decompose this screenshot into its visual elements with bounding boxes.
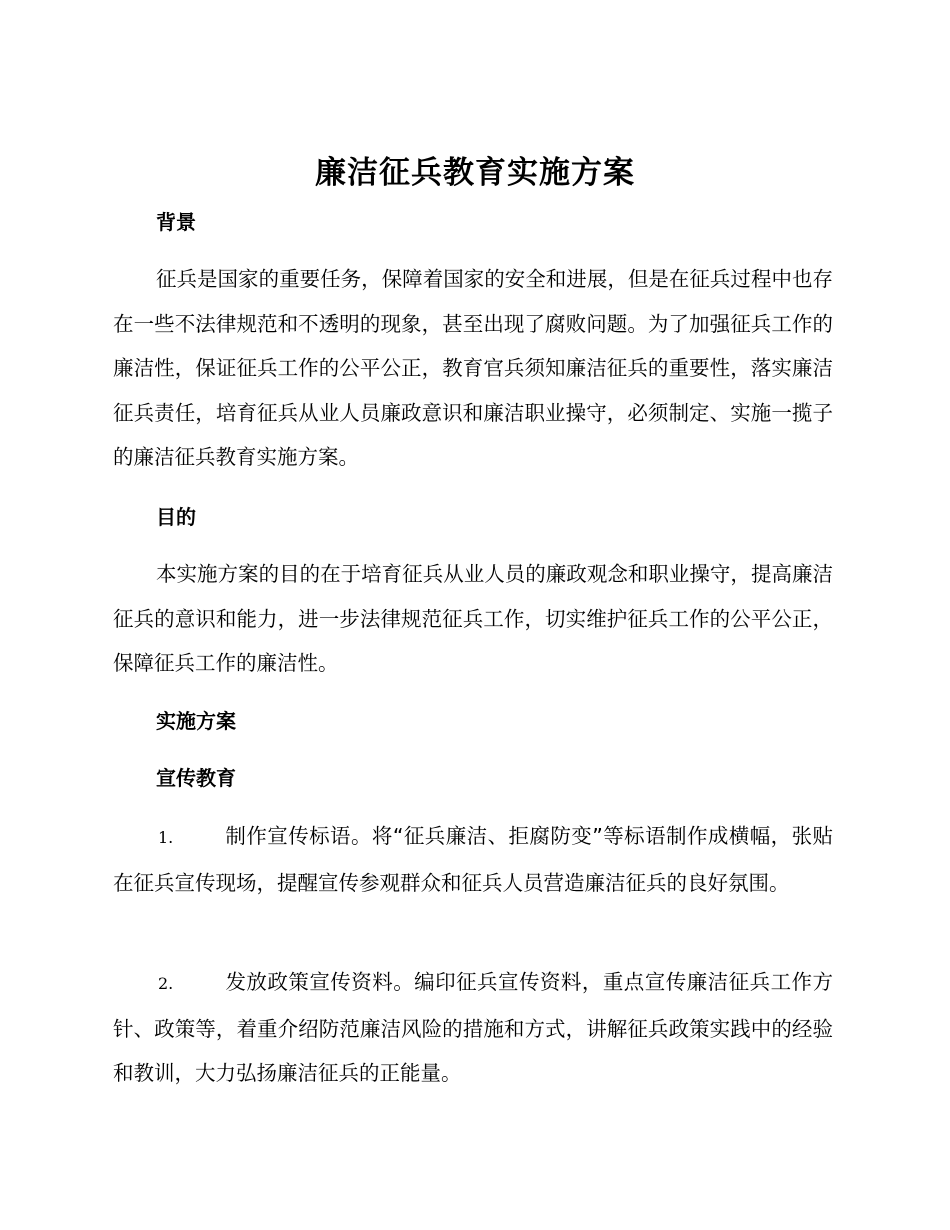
list-item-text: 制作宣传标语。将“征兵廉洁、拒腐防变”等标语制作成横幅，张贴在征兵宣传现场，提醒宣传参观群众和征兵人员营造廉洁征兵的良好氛围。 (113, 824, 833, 895)
list-item-number: 1. (158, 828, 174, 847)
section-heading-publicity: 宣传教育 (156, 766, 236, 790)
list-item (113, 960, 833, 1096)
list-item-number: 2. (158, 974, 174, 993)
list-item (113, 814, 833, 905)
list-item-text: 发放政策宣传资料。编印征兵宣传资料，重点宣传廉洁征兵工作方针、政策等，着重介绍防范廉洁风险的措施和方式，讲解征兵政策实践中的经验和教训，大力弘扬廉洁征兵的正能量。 (113, 970, 833, 1085)
paragraph-purpose: 本实施方案的目的在于培育征兵从业人员的廉政观念和职业操守，提高廉洁征兵的意识和能力，进一步法律规范征兵工作，切实维护征兵工作的公平公正，保障征兵工作的廉洁性。 (113, 562, 833, 675)
document-title: 廉洁征兵教育实施方案 (315, 155, 635, 191)
section-heading-plan: 实施方案 (156, 709, 236, 733)
section-heading-purpose: 目的 (156, 505, 196, 529)
paragraph-background: 征兵是国家的重要任务，保障着国家的安全和进展，但是在征兵过程中也存在一些不法律规范和不透明的现象，甚至出现了腐败问题。为了加强征兵工作的廉洁性，保证征兵工作的公平公正，教育官兵须知廉洁征兵的重要性，落实廉洁征兵责任，培育征兵从业人员廉政意识和廉洁职业操守，必须制定、实施一揽子的廉洁征兵教育实施方案。 (113, 267, 833, 469)
section-heading-background: 背景 (156, 210, 196, 234)
